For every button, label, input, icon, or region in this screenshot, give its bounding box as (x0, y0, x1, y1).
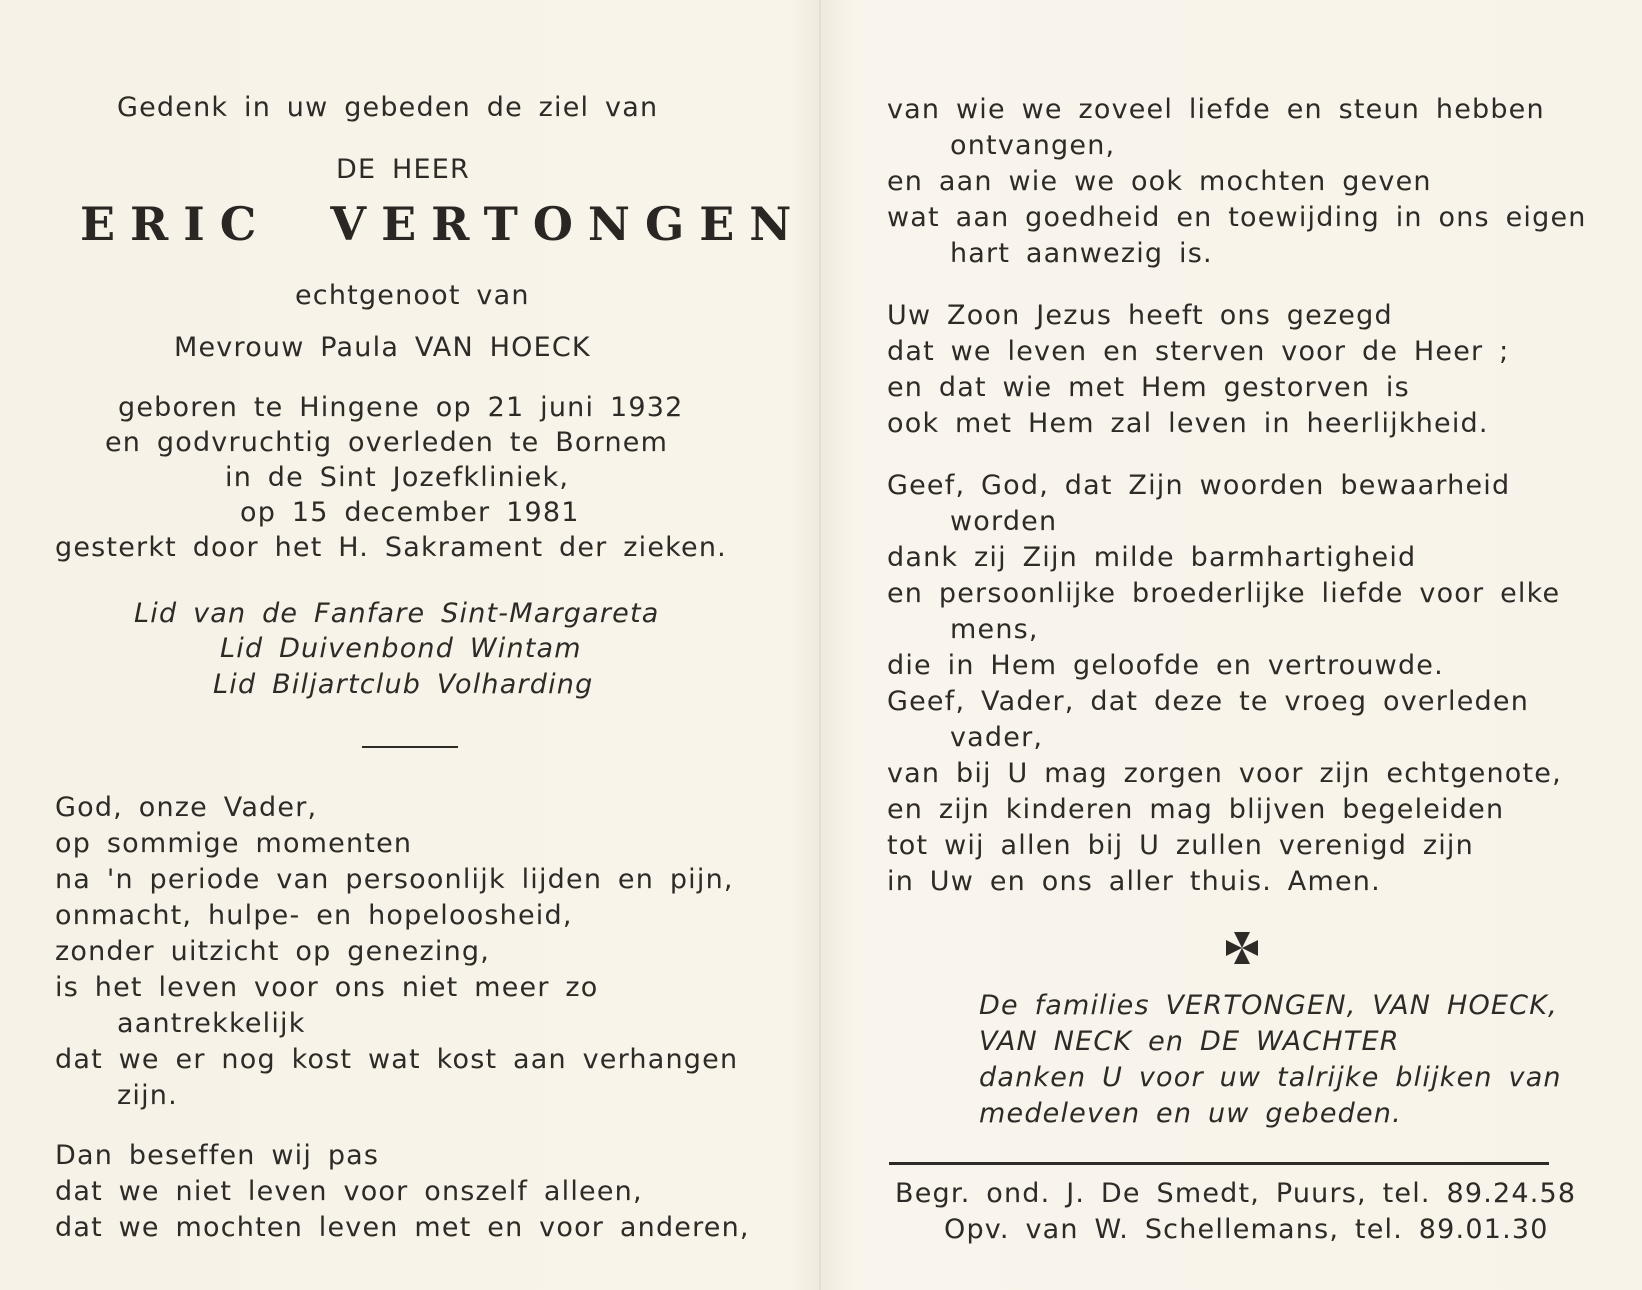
header-text: Gedenk in uw gebeden de ziel van (117, 92, 659, 123)
spouse-name: Mevrouw Paula VAN HOECK (174, 332, 591, 363)
prayer-line: Geef, God, dat Zijn woorden bewaarheid (887, 470, 1511, 501)
prayer-line: worden (950, 506, 1058, 537)
prayer-line: van bij U mag zorgen voor zijn echtgenote, (887, 758, 1562, 789)
footer-rule (889, 1162, 1549, 1165)
cross-icon (1224, 930, 1260, 966)
prayer-line: van wie we zoveel liefde en steun hebben (887, 94, 1545, 125)
prayer-line: dat we leven en sterven voor de Heer ; (887, 336, 1510, 367)
birth-line: op 15 december 1981 (240, 497, 580, 528)
prayer-line: wat aan goedheid en toewijding in ons eigen (887, 202, 1587, 233)
membership-line: Lid Biljartclub Volharding (213, 669, 594, 700)
prayer-line: dat we mochten leven met en voor anderen, (55, 1212, 750, 1243)
prayer-line: hart aanwezig is. (950, 238, 1213, 269)
title-text: DE HEER (336, 154, 471, 185)
birth-line: geboren te Hingene op 21 juni 1932 (118, 392, 684, 423)
prayer-line: Geef, Vader, dat deze te vroeg overleden (887, 686, 1530, 717)
prayer-line: tot wij allen bij U zullen verenigd zijn (887, 830, 1474, 861)
prayer-line: en dat wie met Hem gestorven is (887, 372, 1410, 403)
birth-line: en godvruchtig overleden te Bornem (105, 427, 669, 458)
prayer-line: God, onze Vader, (55, 792, 318, 823)
thanks-line: danken U voor uw talrijke blijken van (979, 1062, 1562, 1093)
prayer-line: aantrekkelijk (117, 1008, 306, 1039)
spouse-intro: echtgenoot van (295, 280, 530, 311)
birth-line: gesterkt door het H. Sakrament der zieken. (55, 532, 727, 563)
prayer-line: ook met Hem zal leven in heerlijkheid. (887, 408, 1489, 439)
footer-line: Opv. van W. Schellemans, tel. 89.01.30 (944, 1214, 1549, 1245)
prayer-line: ontvangen, (950, 130, 1116, 161)
prayer-line: vader, (950, 722, 1044, 753)
prayer-line: Dan beseffen wij pas (55, 1140, 380, 1171)
membership-line: Lid van de Fanfare Sint-Margareta (134, 598, 660, 629)
prayer-line: en zijn kinderen mag blijven begeleiden (887, 794, 1505, 825)
separator-rule (362, 746, 458, 748)
thanks-line: De families VERTONGEN, VAN HOECK, (979, 990, 1558, 1021)
prayer-line: mens, (950, 614, 1039, 645)
left-panel (0, 0, 820, 1290)
prayer-line: en persoonlijke broederlijke liefde voor elke (887, 578, 1561, 609)
right-panel (822, 0, 1642, 1290)
thanks-line: VAN NECK en DE WACHTER (979, 1026, 1400, 1057)
prayer-line: zijn. (117, 1080, 178, 1111)
prayer-line: en aan wie we ook mochten geven (887, 166, 1432, 197)
prayer-line: die in Hem geloofde en vertrouwde. (887, 650, 1444, 681)
prayer-line: dank zij Zijn milde barmhartigheid (887, 542, 1417, 573)
prayer-line: zonder uitzicht op genezing, (55, 936, 491, 967)
prayer-line: is het leven voor ons niet meer zo (55, 972, 599, 1003)
membership-line: Lid Duivenbond Wintam (220, 633, 582, 664)
deceased-name: ERIC VERTONGEN (80, 197, 807, 251)
prayer-line: Uw Zoon Jezus heeft ons gezegd (887, 300, 1393, 331)
prayer-line: na 'n periode van persoonlijk lijden en pijn, (55, 864, 734, 895)
thanks-line: medeleven en uw gebeden. (979, 1098, 1402, 1129)
prayer-line: dat we er nog kost wat kost aan verhangen (55, 1044, 739, 1075)
footer-line: Begr. ond. J. De Smedt, Puurs, tel. 89.24.58 (895, 1178, 1577, 1209)
prayer-line: onmacht, hulpe- en hopeloosheid, (55, 900, 573, 931)
birth-line: in de Sint Jozefkliniek, (225, 462, 570, 493)
prayer-line: dat we niet leven voor onszelf alleen, (55, 1176, 643, 1207)
prayer-line: in Uw en ons aller thuis. Amen. (887, 866, 1381, 897)
prayer-line: op sommige momenten (55, 828, 413, 859)
